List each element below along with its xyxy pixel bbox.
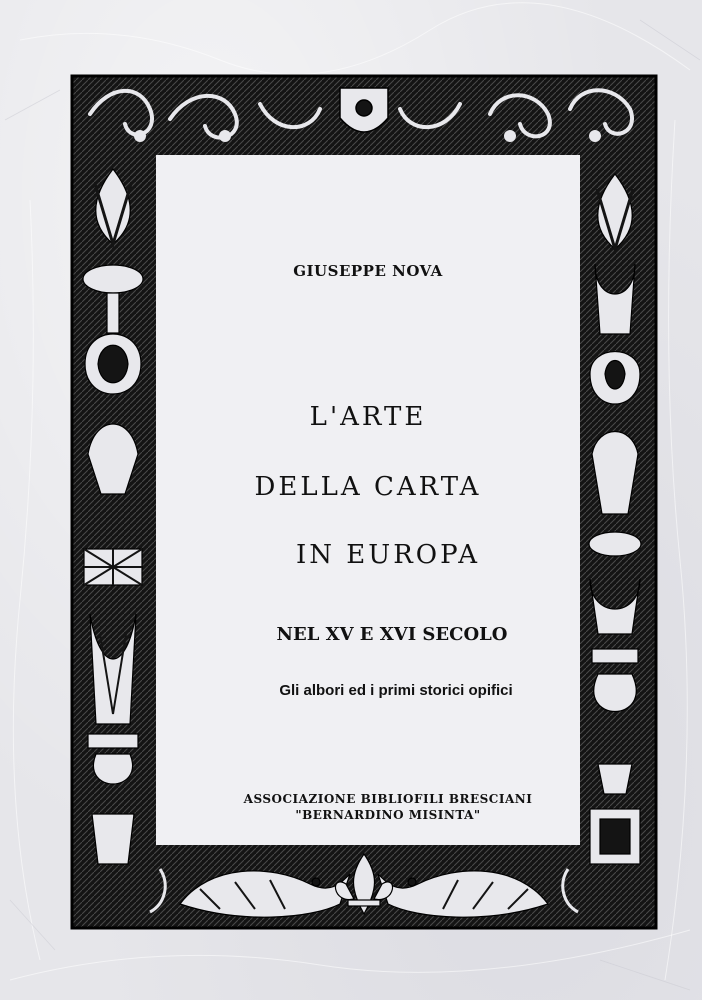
- top-center-shield: [340, 88, 388, 132]
- publisher-name: ASSOCIAZIONE BIBLIOFILI BRESCIANI: [243, 792, 533, 806]
- publisher-series: "BERNARDINO MISINTA": [295, 808, 481, 822]
- subtitle-century: NEL XV E XVI SECOLO: [276, 624, 508, 645]
- author-name: GIUSEPPE NOVA: [293, 262, 443, 280]
- subtitle-description: Gli albori ed i primi storici opifici: [279, 682, 513, 699]
- title-line-3: IN EUROPA: [296, 540, 480, 570]
- title-line-1: L'ARTE: [309, 402, 427, 432]
- title-line-2: DELLA CARTA: [254, 472, 482, 502]
